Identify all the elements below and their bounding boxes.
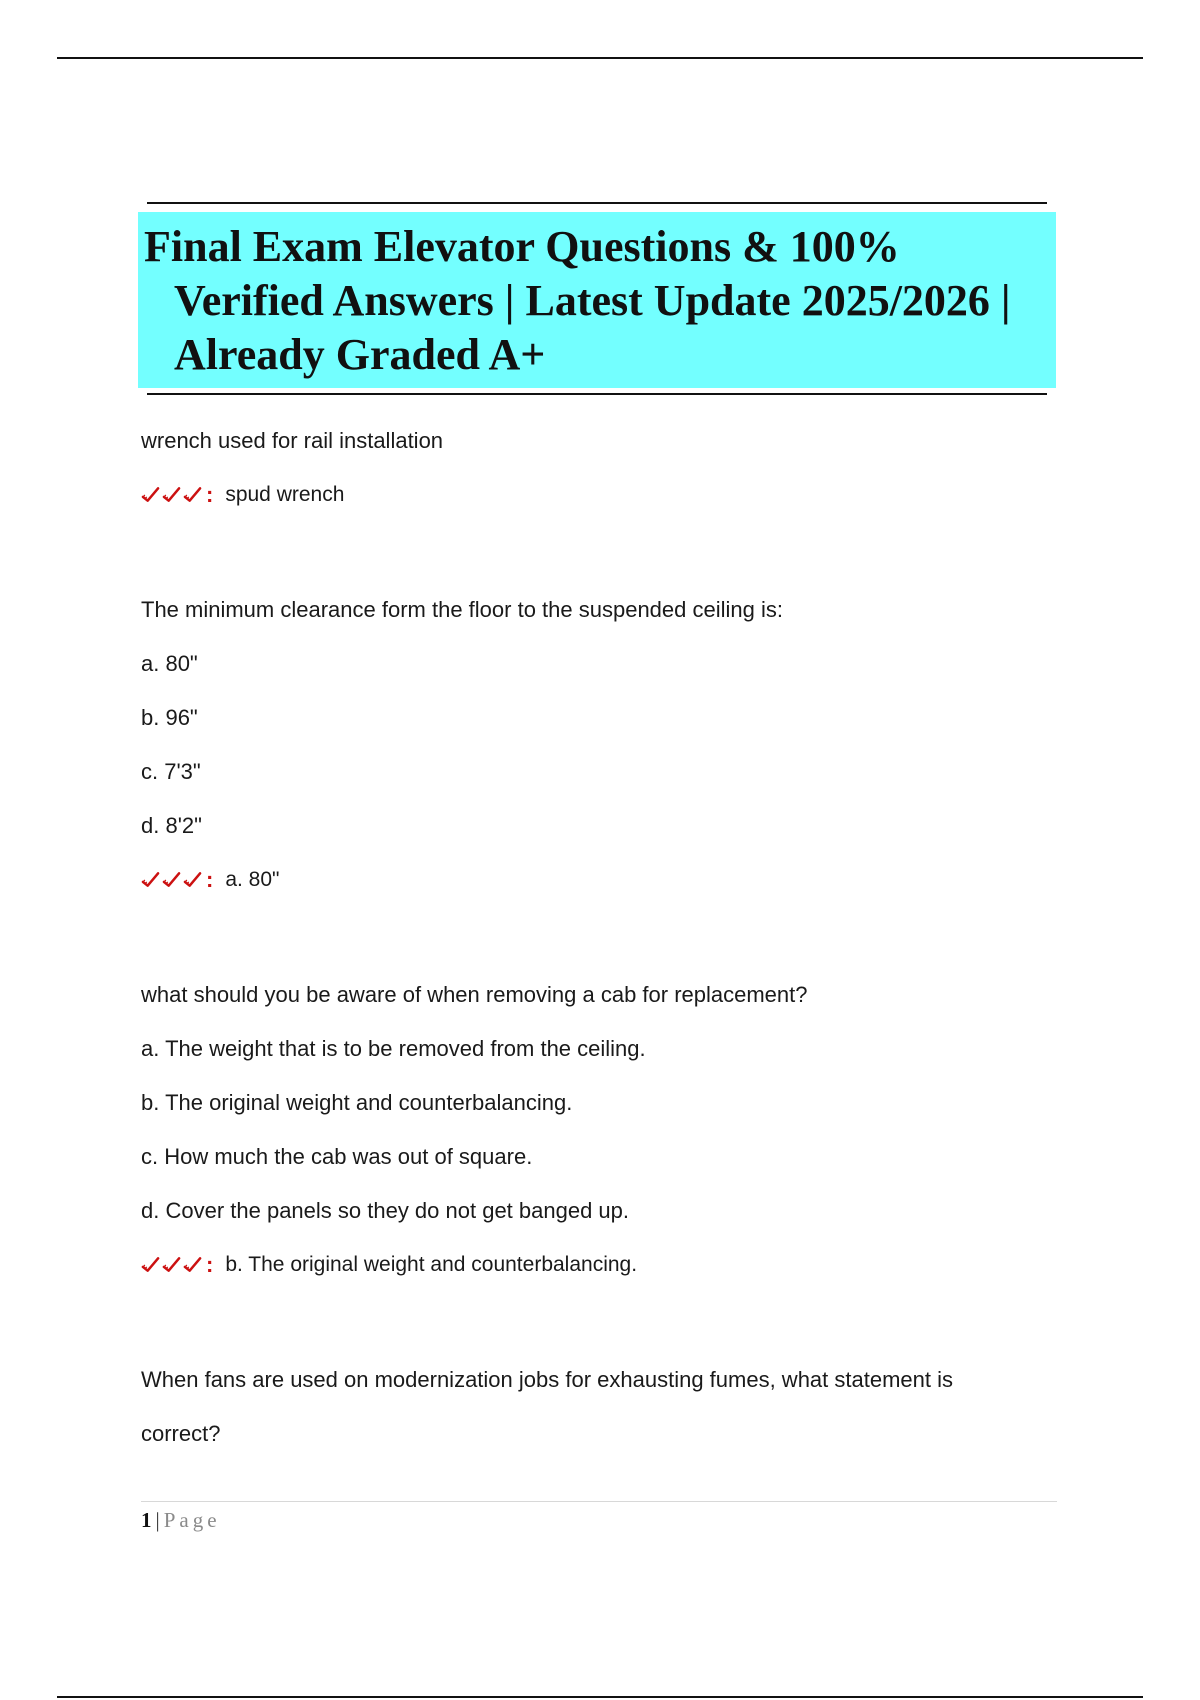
check-icon — [141, 871, 160, 889]
check-icon — [183, 1256, 202, 1274]
option-d: d. Cover the panels so they do not get banged up. — [141, 1198, 630, 1223]
title-block — [143, 202, 1051, 395]
question-item — [141, 592, 1061, 898]
check-icon — [162, 1256, 181, 1274]
check-icon — [141, 1256, 160, 1274]
option-c: c. 7'3" — [141, 759, 201, 784]
answer-text: a. 80" — [225, 868, 280, 891]
page-number: 1 — [141, 1508, 152, 1532]
answer-line — [141, 477, 1061, 513]
check-icon — [183, 486, 202, 504]
question-prompt: When fans are used on modernization jobs for exhausting fumes, what statement is — [141, 1367, 953, 1392]
question-prompt: what should you be aware of when removing a cab for replacement? — [141, 982, 808, 1007]
question-item — [141, 423, 1061, 513]
page-label: Page — [163, 1508, 221, 1532]
answer-marker — [141, 862, 219, 898]
answer-line — [141, 862, 1061, 898]
answer-colon: : — [206, 867, 214, 892]
page-bottom-rule — [57, 1696, 1143, 1698]
option-b: b. The original weight and counterbalancing. — [141, 1090, 573, 1115]
page-top-rule — [57, 57, 1143, 59]
answer-colon: : — [206, 1252, 214, 1277]
question-list — [141, 423, 1061, 1470]
page-footer — [141, 1501, 1057, 1533]
check-icon — [162, 871, 181, 889]
answer-colon: : — [206, 482, 214, 507]
check-icon — [183, 871, 202, 889]
check-icon — [141, 486, 160, 504]
question-prompt: The minimum clearance form the floor to the suspended ceiling is: — [141, 597, 783, 622]
option-b: b. 96" — [141, 705, 198, 730]
option-a: a. 80" — [141, 651, 198, 676]
document-title: Final Exam Elevator Questions & 100% Verified Answers | Latest Update 2025/2026 | Already Graded A+ — [138, 212, 1056, 388]
option-c: c. How much the cab was out of square. — [141, 1144, 533, 1169]
title-top-rule — [147, 202, 1047, 204]
answer-text: spud wrench — [225, 483, 345, 506]
question-item — [141, 977, 1061, 1283]
check-icon — [162, 486, 181, 504]
option-d: d. 8'2" — [141, 813, 202, 838]
question-prompt-continued: correct? — [141, 1421, 221, 1446]
question-item — [141, 1362, 1061, 1470]
answer-marker — [141, 1247, 219, 1283]
page-separator: | — [155, 1508, 160, 1532]
answer-line — [141, 1247, 1061, 1283]
title-bottom-rule — [147, 393, 1047, 395]
answer-marker — [141, 477, 219, 513]
answer-text: b. The original weight and counterbalancing. — [225, 1253, 638, 1276]
option-a: a. The weight that is to be removed from the ceiling. — [141, 1036, 646, 1061]
question-prompt: wrench used for rail installation — [141, 428, 444, 453]
